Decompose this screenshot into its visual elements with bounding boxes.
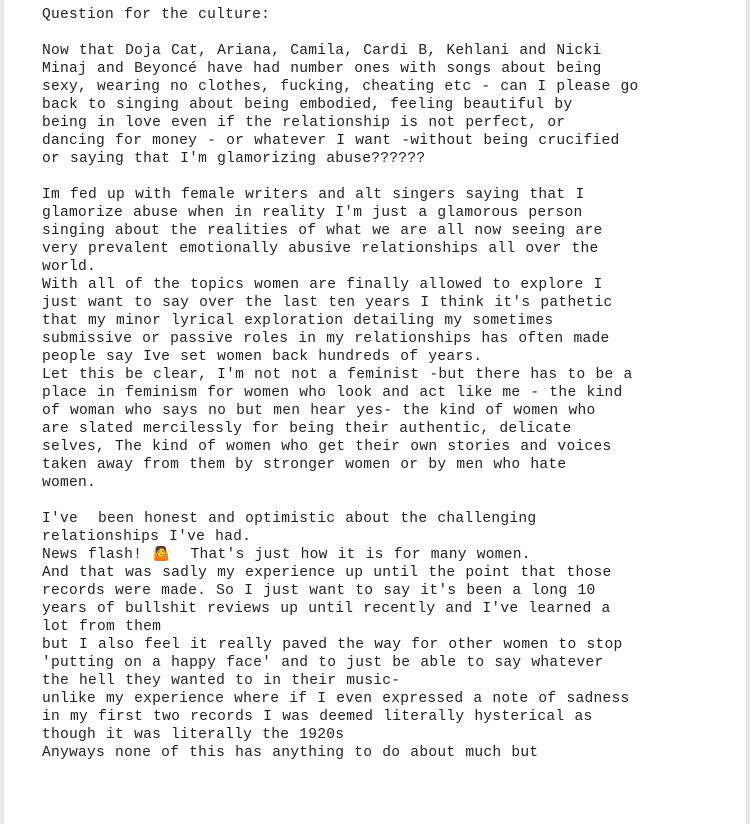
text-line: relationships I've had. (42, 529, 252, 545)
text-line: Minaj and Beyoncé have had number ones with songs about being (42, 61, 602, 77)
text-line: taken away from them by stronger women or by men who hate (42, 457, 567, 473)
text-line: Im fed up with female writers and alt singers saying that I (42, 187, 585, 203)
text-line: glamorize abuse when in reality I'm just a glamorous person (42, 205, 583, 221)
text-line: being in love even if the relationship is not perfect, or (42, 115, 566, 131)
heading-line: Question for the culture: (42, 7, 271, 23)
text-line: that my minor lyrical exploration detailing my sometimes (42, 313, 554, 329)
text-line: Now that Doja Cat, Ariana, Camila, Cardi B, Kehlani and Nicki (42, 43, 602, 59)
text-line: dancing for money - or whatever I want -without being crucified (42, 133, 620, 149)
text-line: And that was sadly my experience up until the point that those (42, 565, 612, 581)
blank-line (42, 168, 742, 186)
paragraph-2 (42, 186, 742, 492)
text-line: With all of the topics women are finally allowed to explore I (42, 277, 603, 293)
text-line: singing about the realities of what we are all now seeing are (42, 223, 603, 239)
text-line: back to singing about being embodied, feeling beautiful by (42, 97, 573, 113)
text-line: I've been honest and optimistic about the challenging (42, 511, 537, 527)
text-line: but I also feel it really paved the way for other women to stop (42, 637, 623, 653)
text-line: very prevalent emotionally abusive relationships all over the (42, 241, 599, 257)
news-flash-line (42, 546, 742, 564)
text-line: people say Ive set women back hundreds of years. (42, 349, 483, 365)
text-line: unlike my experience where if I even expressed a note of sadness (42, 691, 630, 707)
text-line: lot from them (42, 619, 162, 635)
text-line: in my first two records I was deemed literally hysterical as (42, 709, 593, 725)
text-line: though it was literally the 1920s (42, 727, 345, 743)
paragraph-3 (42, 510, 742, 762)
paragraph-1 (42, 42, 742, 168)
text-line: Let this be clear, I'm not not a feminist -but there has to be a (42, 367, 633, 383)
text-line: 'putting on a happy face' and to just be able to say whatever (42, 655, 604, 671)
blank-line (42, 492, 742, 510)
text-line: of woman who says no but men hear yes- the kind of women who (42, 403, 596, 419)
text-line: place in feminism for women who look and act like me - the kind (42, 385, 623, 401)
typed-page (4, 0, 746, 824)
text-line: submissive or passive roles in my relationships has often made (42, 331, 610, 347)
text-line: selves, The kind of women who get their own stories and voices (42, 439, 612, 455)
text-line: world. (42, 259, 97, 275)
news-flash-text: That's just how it is for many women. (170, 547, 531, 563)
text-line: years of bullshit reviews up until recently and I've learned a (42, 601, 611, 617)
text-line: the hell they wanted to in their music- (42, 673, 401, 689)
text-line: or saying that I'm glamorizing abuse?????? (42, 151, 426, 167)
text-line: just want to say over the last ten years I think it's pathetic (42, 295, 613, 311)
shrug-emoji-icon: 🤷 (152, 547, 171, 563)
text-line: records were made. So I just want to say it's been a long 10 (42, 583, 596, 599)
blank-line (42, 24, 742, 42)
text-line: Anyways none of this has anything to do about much but (42, 745, 539, 761)
typed-text-block (42, 6, 742, 762)
text-line: women. (42, 475, 97, 491)
text-line: are slated mercilessly for being their authentic, delicate (42, 421, 572, 437)
text-line: sexy, wearing no clothes, fucking, cheating etc - can I please go (42, 79, 639, 95)
news-flash-text: News flash! (42, 547, 153, 563)
